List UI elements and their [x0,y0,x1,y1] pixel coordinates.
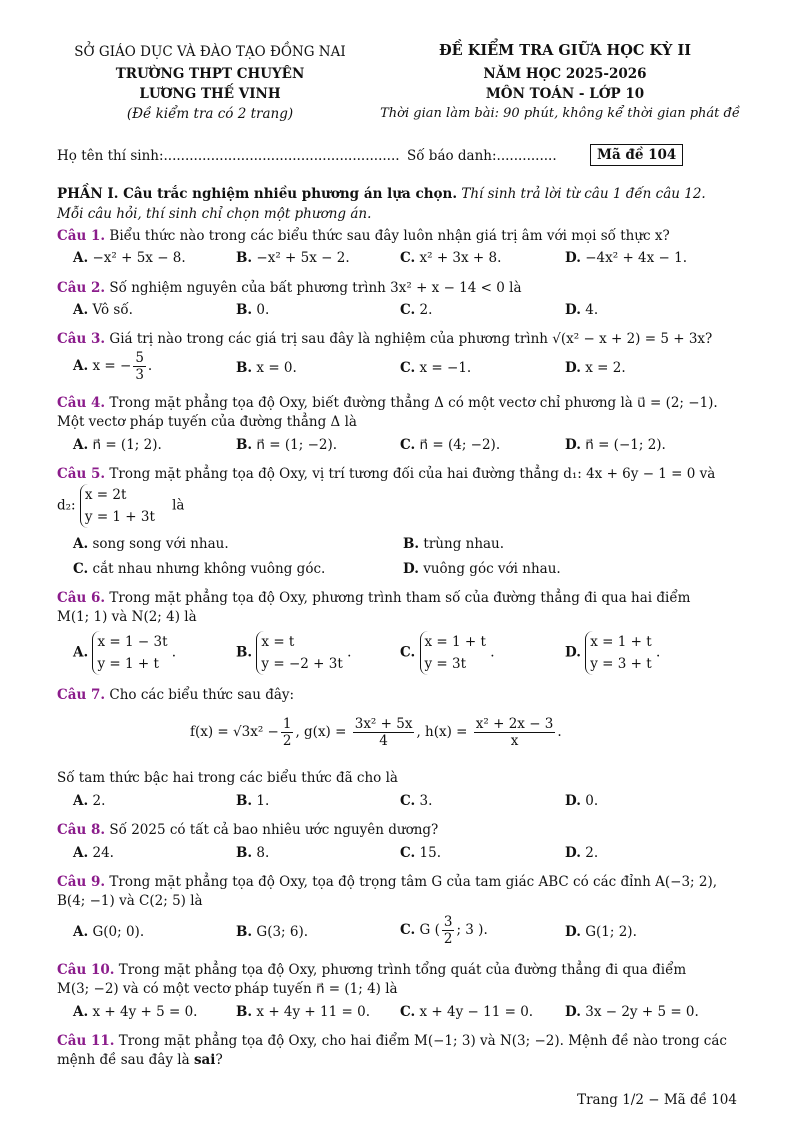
time-note: Thời gian làm bài: 90 phút, không kể thời gian phát đề [380,106,740,121]
department: SỞ GIÁO DỤC VÀ ĐÀO TẠO ĐỒNG NAI [74,44,346,60]
q1-option-a[interactable]: A. −x² + 5x − 8. [73,250,186,266]
question-3: Câu 3. Giá trị nào trong các giá trị sau đây là nghiệm của phương trình √(x² − x + 2) = 5 + 3x? [57,331,713,347]
q5-option-a[interactable]: A. song song với nhau. [73,536,229,552]
q1-option-b[interactable]: B. −x² + 5x − 2. [236,250,350,266]
pages-note: (Đề kiểm tra có 2 trang) [126,106,294,122]
school-name: TRƯỜNG THPT CHUYÊN [115,66,305,82]
equation-system: x = 1 − 3t y = 1 + t [92,631,167,675]
question-10-cont: M(3; −2) và có một vectơ pháp tuyến n⃗ = (1; 4) là [57,981,398,997]
q7-option-b[interactable]: B. 1. [236,793,270,809]
q4-option-a[interactable]: A. n⃗ = (1; 2). [73,437,162,453]
student-id-field[interactable]: Số báo danh:.............. [407,148,557,164]
q10-option-d[interactable]: D. 3x − 2y + 5 = 0. [565,1004,699,1020]
exam-title: ĐỀ KIỂM TRA GIỮA HỌC KỲ II [438,42,692,59]
question-8: Câu 8. Số 2025 có tất cả bao nhiêu ước nguyên dương? [57,822,439,838]
q9-option-c[interactable]: C. G ( $\frac{3}{2}$ ; 3 ). [400,914,488,947]
q10-option-a[interactable]: A. x + 4y + 5 = 0. [73,1004,198,1020]
q3-option-d[interactable]: D. x = 2. [565,360,626,376]
q8-option-c[interactable]: C. 15. [400,845,441,861]
q4-option-d[interactable]: D. n⃗ = (−1; 2). [565,437,666,453]
q10-option-b[interactable]: B. x + 4y + 11 = 0. [236,1004,370,1020]
q6-option-d[interactable]: D. x = 1 + t y = 3 + t . [565,631,660,675]
question-7-prompt: Số tam thức bậc hai trong các biểu thức đã cho là [57,770,398,786]
equation-system: x = 1 + t y = 3 + t [585,631,651,675]
q2-option-b[interactable]: B. 0. [236,302,270,318]
school-year: NĂM HỌC 2025-2026 [483,66,647,82]
question-5: Câu 5. Trong mặt phẳng tọa độ Oxy, vị trí tương đối của hai đường thẳng d₁: 4x + 6y − 1 = 0 và [57,466,716,482]
q8-option-a[interactable]: A. 24. [73,845,114,861]
question-9-cont: B(4; −1) và C(2; 5) là [57,893,203,909]
equation-system: x = t y = −2 + 3t [256,631,342,675]
q2-option-a[interactable]: A. Vô số. [73,302,133,318]
equation-system: x = 1 + t y = 3t [420,631,486,675]
q3-option-c[interactable]: C. x = −1. [400,360,472,376]
q8-option-d[interactable]: D. 2. [565,845,599,861]
q7-option-d[interactable]: D. 0. [565,793,599,809]
question-11-cont: mệnh đề sau đây là sai? [57,1052,223,1068]
q1-option-c[interactable]: C. x² + 3x + 8. [400,250,502,266]
q10-option-c[interactable]: C. x + 4y − 11 = 0. [400,1004,534,1020]
subject: MÔN TOÁN - LỚP 10 [485,86,645,102]
question-7: Câu 7. Cho các biểu thức sau đây: [57,687,295,703]
question-6: Câu 6. Trong mặt phẳng tọa độ Oxy, phương trình tham số của đường thẳng đi qua hai điểm [57,590,691,606]
q5-option-d[interactable]: D. vuông góc với nhau. [403,561,561,577]
question-4: Câu 4. Trong mặt phẳng tọa độ Oxy, biết đường thẳng Δ có một vectơ chỉ phương là u⃗ = (2; −1). [57,395,718,411]
q5-option-c[interactable]: C. cắt nhau nhưng không vuông góc. [73,561,326,577]
q6-option-c[interactable]: C. x = 1 + t y = 3t . [400,631,495,675]
question-6-cont: M(1; 1) và N(2; 4) là [57,609,197,625]
q6-option-a[interactable]: A. x = 1 − 3t y = 1 + t . [73,631,176,675]
question-7-formulas: f(x) = √3x² − $\frac{1}{2}$ , g(x) = $\frac{\text{3x² + 5x}}{4}$ , h(x) = $\frac{\text{x² + 2x − 3}}{x}$ . [190,716,562,749]
q4-option-c[interactable]: C. n⃗ = (4; −2). [400,437,501,453]
school-name-2: LƯƠNG THẾ VINH [139,86,281,102]
page-footer: Trang 1/2 − Mã đề 104 [577,1092,737,1108]
q3-option-a[interactable]: A. x = − $\frac{5}{3}$ . [73,350,153,383]
q3-option-b[interactable]: B. x = 0. [236,360,297,376]
question-2: Câu 2. Số nghiệm nguyên của bất phương trình 3x² + x − 14 < 0 là [57,280,522,296]
question-5-system: d₂: x = 2t y = 1 + 3t là [57,484,184,528]
q7-option-a[interactable]: A. 2. [73,793,106,809]
question-1: Câu 1. Biểu thức nào trong các biểu thức sau đây luôn nhận giá trị âm với mọi số thực x? [57,228,670,244]
question-4-cont: Một vectơ pháp tuyến của đường thẳng Δ là [57,414,357,430]
part-1-instruction: Mỗi câu hỏi, thí sinh chỉ chọn một phương án. [57,206,372,222]
q5-option-b[interactable]: B. trùng nhau. [403,536,505,552]
q2-option-d[interactable]: D. 4. [565,302,599,318]
q1-option-d[interactable]: D. −4x² + 4x − 1. [565,250,688,266]
q4-option-b[interactable]: B. n⃗ = (1; −2). [236,437,338,453]
part-1-heading: PHẦN I. Câu trắc nghiệm nhiều phương án lựa chọn. Thí sinh trả lời từ câu 1 đến câu 12. [57,186,706,202]
q9-option-a[interactable]: A. G(0; 0). [73,924,145,940]
q7-option-c[interactable]: C. 3. [400,793,433,809]
question-11: Câu 11. Trong mặt phẳng tọa độ Oxy, cho hai điểm M(−1; 3) và N(3; −2). Mệnh đề nào trong các [57,1033,727,1049]
q6-option-b[interactable]: B. x = t y = −2 + 3t . [236,631,351,675]
exam-code-box: Mã đề 104 [590,144,683,166]
equation-system: x = 2t y = 1 + 3t [80,484,155,528]
question-9: Câu 9. Trong mặt phẳng tọa độ Oxy, tọa độ trọng tâm G của tam giác ABC có các đỉnh A(−3; 2), [57,874,718,890]
q9-option-d[interactable]: D. G(1; 2). [565,924,637,940]
fraction: $\frac{5}{3}$ [135,350,144,383]
student-name-field[interactable]: Họ tên thí sinh:....................................................... [57,148,400,164]
q8-option-b[interactable]: B. 8. [236,845,270,861]
q2-option-c[interactable]: C. 2. [400,302,433,318]
question-10: Câu 10. Trong mặt phẳng tọa độ Oxy, phương trình tổng quát của đường thẳng đi qua điểm [57,962,687,978]
q9-option-b[interactable]: B. G(3; 6). [236,924,309,940]
